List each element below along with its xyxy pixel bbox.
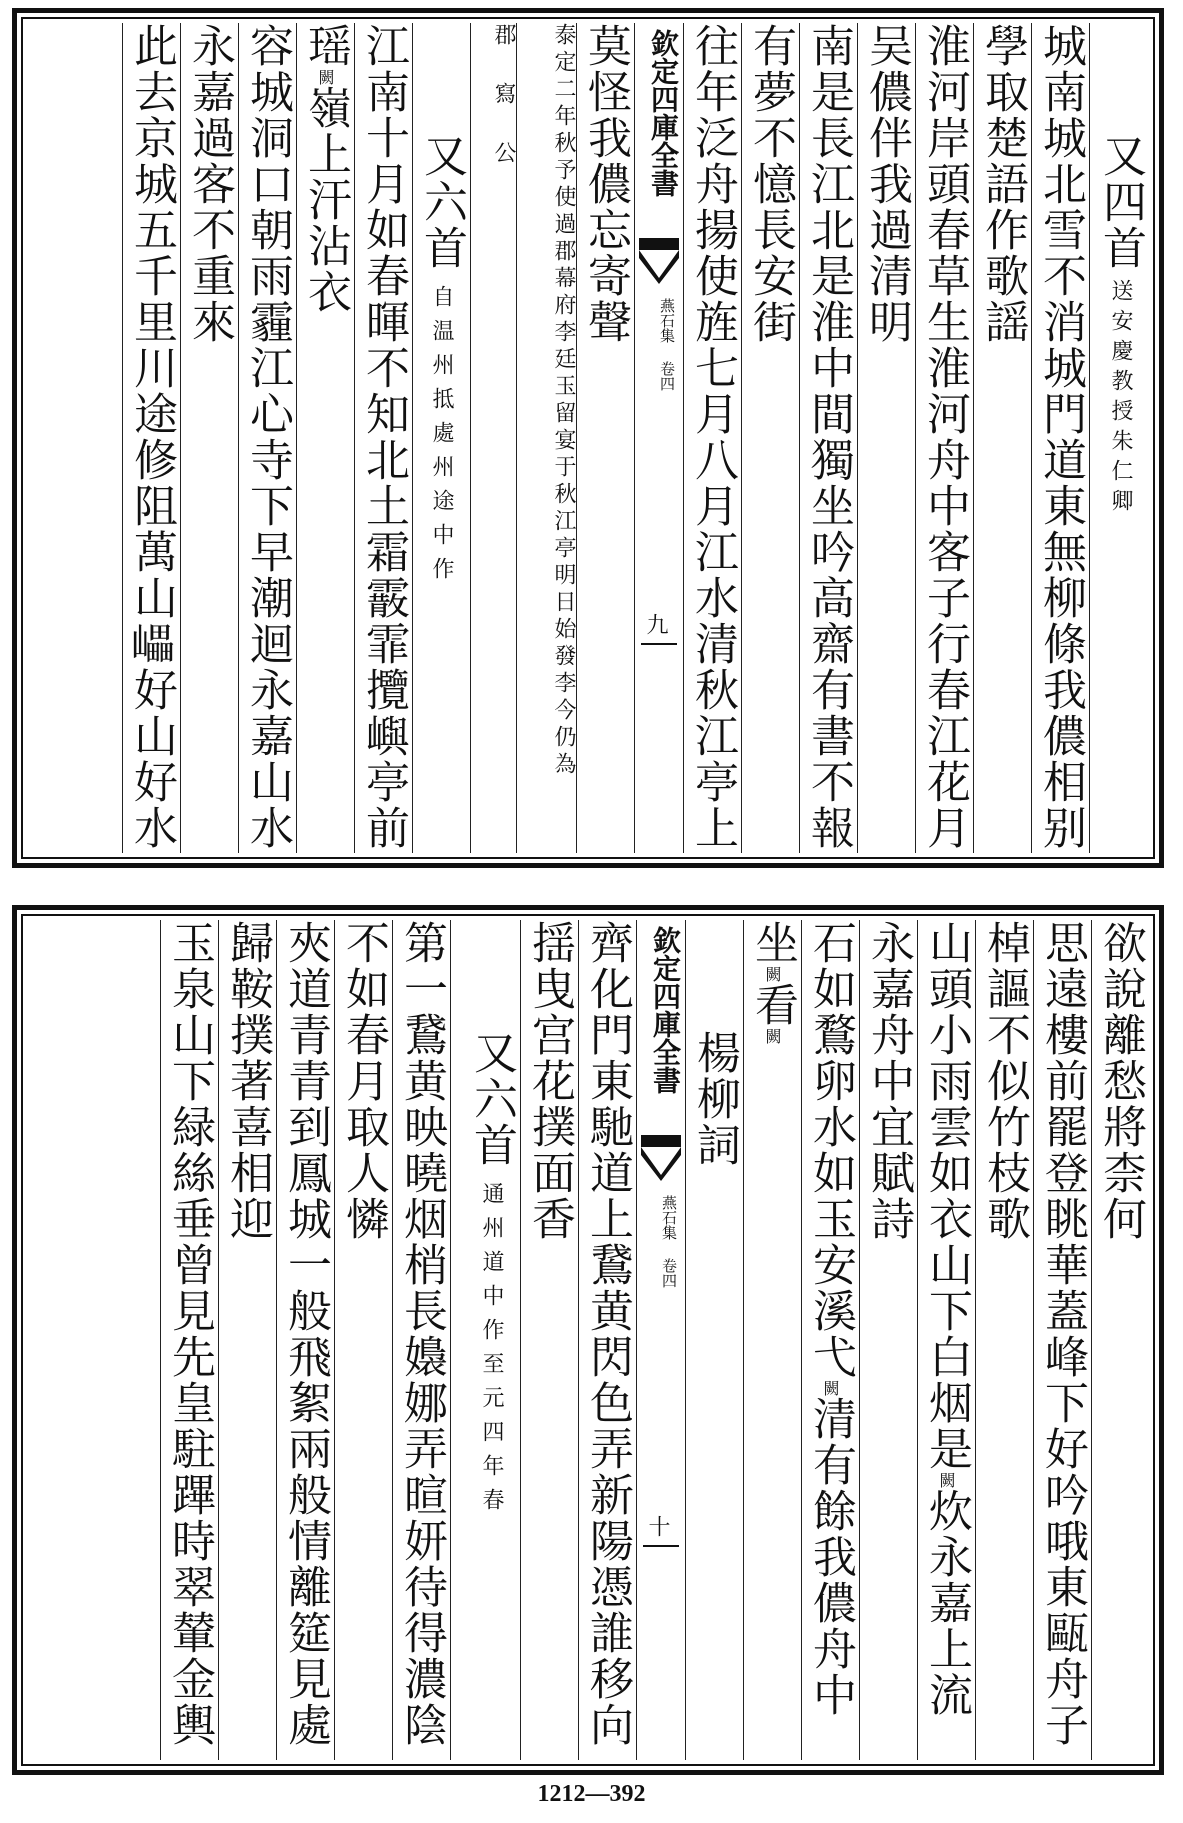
verse-line: 莫怪我儂忘寄聲 (580, 23, 631, 345)
page-footer-code: 1212—392 (537, 1781, 646, 1807)
poem-title: 又六首 (416, 133, 467, 271)
text-column (1031, 23, 1089, 853)
text-column (334, 920, 392, 1760)
note-column (516, 23, 576, 853)
text-column (160, 920, 218, 1760)
fishtail-mark-icon (641, 1135, 681, 1181)
text-column (238, 23, 296, 853)
annotation: 郡 寫 公 (491, 23, 516, 169)
volume-label: 燕石集 卷四 (658, 298, 676, 391)
verse-line: 欲說離愁將柰何 (1095, 920, 1146, 1242)
verse-line: 瑶 (300, 23, 351, 69)
text-column (741, 23, 799, 853)
text-column (859, 920, 917, 1760)
verse-line: 山頭小雨雲如衣山下白烟是 (921, 920, 972, 1472)
fold-line (643, 1545, 679, 1547)
verse-line: 容城洞口朝雨霾江心寺下早潮迴永嘉山水 (242, 23, 293, 851)
verse-line: 石如鶩卵水如玉安溪弋 (805, 920, 856, 1380)
text-column (799, 23, 857, 853)
title-note: 通州道中作至元四年春 (479, 1182, 504, 1522)
poem-title: 楊柳詞 (689, 1030, 740, 1168)
text-column (973, 23, 1031, 853)
verse-line: 永嘉舟中宜賦詩 (863, 920, 914, 1242)
missing-mark: 闕 (821, 1380, 840, 1396)
page-number: 十 (645, 1515, 670, 1537)
volume-label: 燕石集 卷四 (660, 1195, 678, 1288)
text-column (743, 920, 801, 1760)
text-column (450, 920, 520, 1760)
verse-line: 此去京城五千里川途修阻萬山𡾊好山好水 (126, 23, 177, 851)
annotation: 泰定二年秋予使過郡幕府李廷玉留宴于秋江亭明日始發李今仍為 (551, 23, 576, 779)
poem-title: 又四首 (1095, 133, 1146, 271)
verse-line: 清有餘我儂舟中 (805, 1396, 856, 1718)
text-column (578, 920, 636, 1760)
verse-line: 齊化門東馳道上鵞黄閃色弄新陽憑誰移向 (582, 920, 633, 1748)
verse-line: 棹謳不似竹枝歌 (979, 920, 1030, 1242)
verse-line: 南是長江北是淮中間獨坐吟高齋有書不報 (803, 23, 854, 851)
text-column (685, 920, 743, 1760)
text-column (917, 920, 975, 1760)
text-column (576, 23, 634, 853)
text-column (276, 920, 334, 1760)
text-column (801, 920, 859, 1760)
verse-line: 看 (747, 982, 798, 1028)
title-note: 自温州抵處州途中作 (429, 285, 454, 591)
verse-line: 學取楚語作歌謡 (977, 23, 1028, 345)
text-column (354, 23, 412, 853)
verse-line: 往年泛舟揚使旌七月八月江水清秋江亭上 (687, 23, 738, 851)
text-column (857, 23, 915, 853)
verse-line: 炊永嘉上流 (921, 1488, 972, 1718)
note-column (470, 23, 516, 853)
verse-line: 城南城北雪不消城門道東無柳條我儂相别 (1035, 23, 1086, 851)
verse-line: 永嘉過客不重來 (184, 23, 235, 345)
verse-line: 思遠樓前罷登眺華蓋峰下好吟哦東甌舟子 (1037, 920, 1088, 1748)
text-column (296, 23, 354, 853)
poem-title: 又六首 (466, 1030, 517, 1168)
fold-line (641, 643, 677, 645)
page-number: 九 (643, 613, 668, 635)
title-note: 送安慶教授朱仁卿 (1108, 279, 1133, 519)
verse-line: 第一鵞黄映曉烟梢長嬝娜弄暄妍待得濃陰 (396, 920, 447, 1748)
text-column (412, 23, 470, 853)
text-column (975, 920, 1033, 1760)
verse-line: 坐 (747, 920, 798, 966)
text-column (1089, 23, 1149, 853)
book-title: 欽定四庫全書 (647, 29, 680, 197)
verse-line: 不如春月取人憐 (338, 920, 389, 1242)
top-page (12, 8, 1164, 868)
book-title: 欽定四庫全書 (649, 926, 682, 1094)
verse-line: 歸鞍撲著喜相迎 (222, 920, 273, 1242)
text-column (520, 920, 578, 1760)
bottom-columns (27, 920, 1149, 1760)
text-column (683, 23, 741, 853)
text-column (122, 23, 180, 853)
missing-mark: 闕 (316, 69, 335, 85)
bottom-page (12, 905, 1164, 1775)
top-columns (27, 23, 1149, 853)
missing-mark: 闕 (763, 1028, 782, 1044)
verse-line: 夾道青青到鳳城一般飛絮兩般情離筵見處 (280, 920, 331, 1748)
verse-line: 嶺上汗沾衣 (300, 85, 351, 315)
text-column (180, 23, 238, 853)
text-column (392, 920, 450, 1760)
center-fold (636, 920, 685, 1760)
missing-mark: 闕 (937, 1472, 956, 1488)
verse-line: 江南十月如春暉不知北土霜霰霏攬嶼亭前 (358, 23, 409, 851)
verse-line: 揺曳宫花撲面香 (524, 920, 575, 1242)
fishtail-mark-icon (639, 238, 679, 284)
text-column (218, 920, 276, 1760)
missing-mark: 闕 (763, 966, 782, 982)
text-column (1091, 920, 1149, 1760)
verse-line: 玉泉山下緑絲垂曾見先皇駐蹕時翠輦金輿 (164, 920, 215, 1748)
verse-line: 淮河岸頭春草生淮河舟中客子行春江花月 (919, 23, 970, 851)
verse-line: 有夢不憶長安街 (745, 23, 796, 345)
verse-line: 吴儂伴我過清明 (861, 23, 912, 345)
center-fold (634, 23, 683, 853)
text-column (1033, 920, 1091, 1760)
text-column (915, 23, 973, 853)
